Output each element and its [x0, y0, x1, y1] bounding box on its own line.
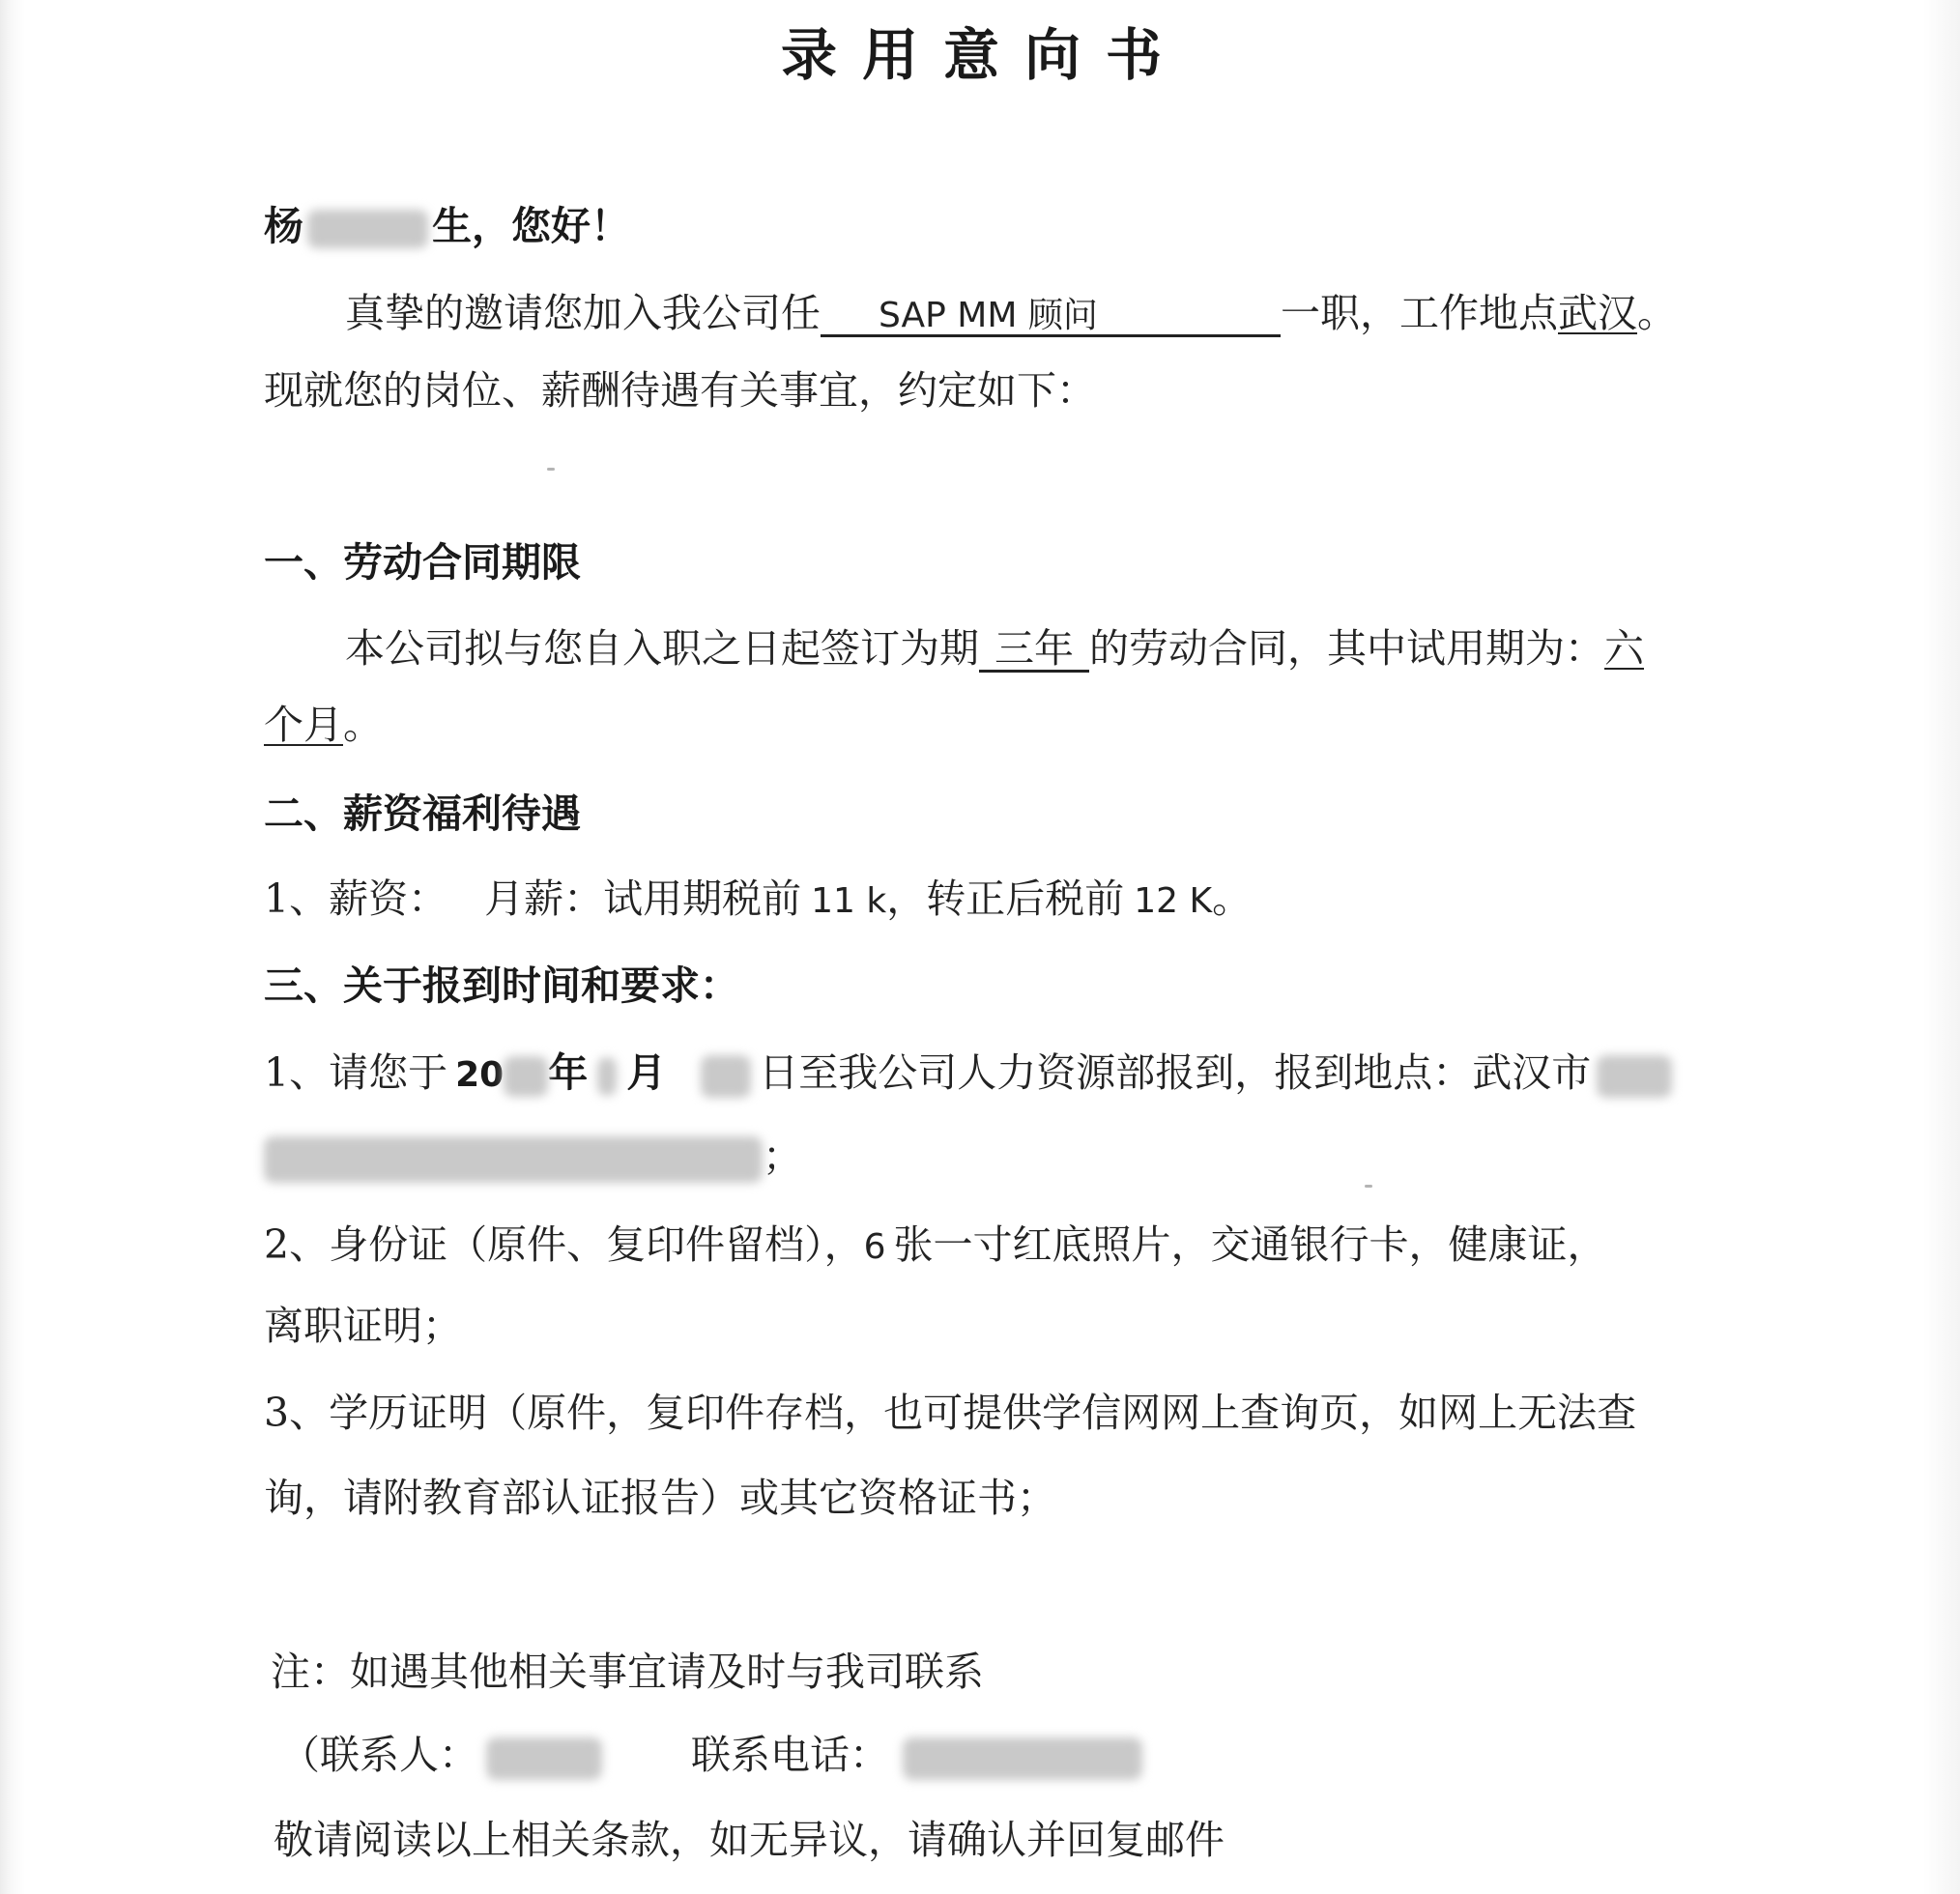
salary-prefix: 1、薪资： — [264, 875, 448, 922]
contract-text-1: 本公司拟与您自入职之日起签订为期 — [345, 625, 979, 672]
closing-line: 敬请阅读以上相关条款，如无异议，请确认并回复邮件 — [274, 1817, 1225, 1863]
redacted-address-start — [1597, 1055, 1672, 1098]
position-field — [821, 293, 1281, 337]
redacted-contact-person — [486, 1737, 602, 1780]
work-location: 武汉 — [1558, 290, 1637, 336]
salary-line — [264, 875, 1253, 922]
probation-length-part-2: 个月 — [264, 702, 343, 748]
intro-period: 。 — [1637, 290, 1677, 336]
position-value: SAP MM 顾问 — [879, 296, 1098, 335]
report-address-line — [264, 1133, 802, 1183]
intro-text-1: 真挚的邀请您加入我公司任 — [345, 290, 821, 336]
salary-separator: ，转正后税前 — [886, 875, 1125, 922]
contact-person-label: （联系人： — [280, 1732, 478, 1778]
contact-line — [280, 1732, 1142, 1780]
document-title: 录用意向书 — [781, 22, 1188, 88]
section-3-heading: 三、关于报到时间和要求： — [264, 962, 739, 1009]
education-line-2: 询，请附教育部认证报告）或其它资格证书； — [264, 1475, 1056, 1521]
report-month-label: 月 — [626, 1049, 667, 1096]
section-2-heading: 二、薪资福利待遇 — [264, 790, 581, 837]
redacted-name — [307, 210, 428, 248]
probation-salary: 11 k — [811, 881, 887, 921]
report-date-line — [264, 1049, 1672, 1098]
redacted-month — [597, 1057, 617, 1096]
education-line-1: 3、学历证明（原件，复印件存档，也可提供学信网网上查询页，如网上无法查 — [264, 1390, 1637, 1436]
section-1-heading: 一、劳动合同期限 — [264, 539, 581, 586]
paper-speck — [547, 468, 555, 471]
report-year-prefix: 20 — [455, 1055, 504, 1095]
section-1-line-1 — [345, 625, 1644, 673]
salary-period: 。 — [1212, 875, 1253, 922]
intro-line-1 — [345, 290, 1677, 337]
note-line: 注：如遇其他相关事宜请及时与我司联系 — [271, 1649, 984, 1695]
greeting-salutation: 生，您好！ — [432, 203, 630, 249]
redacted-day — [701, 1055, 751, 1098]
contract-period: 。 — [343, 702, 383, 748]
redacted-year — [504, 1056, 548, 1097]
salary-label: 月薪：试用期税前 — [484, 875, 802, 922]
probation-length-part-1: 六 — [1604, 625, 1644, 672]
documents-text-1: 2、身份证（原件、复印件留档）， — [264, 1221, 864, 1268]
paper-speck — [1365, 1185, 1372, 1188]
regular-salary: 12 K — [1134, 881, 1213, 921]
redacted-address — [264, 1136, 763, 1183]
contract-text-2: 的劳动合同，其中试用期为： — [1089, 625, 1604, 672]
contact-phone-label: 联系电话： — [691, 1732, 889, 1778]
documents-line-1 — [264, 1221, 1607, 1268]
report-year-label: 年 — [548, 1049, 589, 1096]
photo-count: 6 — [863, 1227, 886, 1267]
redacted-contact-phone — [903, 1737, 1142, 1780]
documents-text-2: 张一寸红底照片，交通银行卡，健康证， — [893, 1221, 1607, 1268]
address-end: ； — [763, 1133, 802, 1180]
greeting — [264, 203, 630, 249]
documents-line-2: 离职证明； — [264, 1303, 462, 1349]
greeting-surname: 杨 — [264, 203, 303, 249]
report-text-2: 日至我公司人力资源部报到，报到地点：武汉市 — [759, 1049, 1592, 1096]
section-1-line-2 — [264, 702, 383, 748]
intro-line-2: 现就您的岗位、薪酬待遇有关事宜，约定如下： — [264, 367, 1096, 414]
intro-text-2: 一职，工作地点 — [1281, 290, 1558, 336]
contract-term: 三年 — [979, 628, 1089, 673]
report-text-1: 1、请您于 — [264, 1049, 448, 1096]
